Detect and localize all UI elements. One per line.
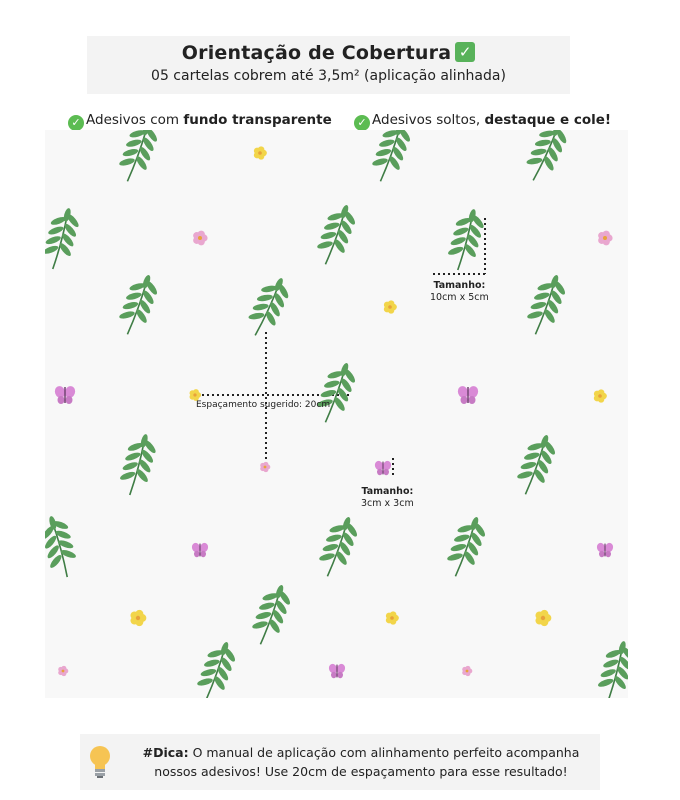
flower-sticker-icon bbox=[462, 666, 472, 676]
butterfly-sticker-icon bbox=[191, 542, 210, 557]
flower-sticker-icon bbox=[130, 610, 146, 626]
pattern-svg bbox=[45, 130, 628, 698]
check-circle-icon: ✓ bbox=[68, 115, 84, 131]
leaf-sticker-icon bbox=[511, 430, 561, 500]
leaf-sticker-icon bbox=[441, 512, 491, 582]
leaf-sticker-icon bbox=[521, 270, 571, 340]
page-title bbox=[87, 42, 570, 64]
butterfly-sticker-icon bbox=[596, 542, 615, 557]
leaf-sticker-icon bbox=[593, 637, 628, 698]
flower-sticker-icon bbox=[384, 300, 397, 313]
leaf-sticker-icon bbox=[443, 205, 489, 274]
leaf-sticker-icon bbox=[519, 130, 573, 187]
feature-loose: ✓ Adesivos soltos, destaque e cole! bbox=[354, 112, 611, 131]
leaf-sticker-icon bbox=[246, 580, 296, 650]
flower-sticker-icon bbox=[535, 610, 551, 626]
leaf-sticker-icon bbox=[241, 272, 295, 342]
leaf-sticker-icon bbox=[113, 130, 163, 187]
size-label-small: Tamanho: 3cm x 3cm bbox=[361, 486, 414, 509]
check-circle-icon: ✓ bbox=[354, 115, 370, 131]
feature-transparent: ✓ Adesivos com fundo transparente bbox=[68, 112, 332, 131]
leaf-sticker-icon bbox=[115, 430, 161, 499]
flower-sticker-icon bbox=[386, 611, 399, 624]
flower-sticker-icon bbox=[254, 146, 267, 159]
check-icon: ✓ bbox=[455, 42, 475, 62]
leaf-sticker-icon bbox=[313, 512, 363, 582]
leaf-sticker-icon bbox=[366, 130, 416, 187]
leaf-sticker-icon bbox=[311, 200, 361, 270]
butterfly-sticker-icon bbox=[456, 385, 480, 404]
leaf-sticker-icon bbox=[191, 637, 241, 698]
flower-sticker-icon bbox=[594, 389, 607, 402]
butterfly-sticker-icon bbox=[53, 385, 77, 404]
flower-sticker-icon bbox=[193, 231, 207, 246]
leaf-sticker-icon bbox=[113, 270, 163, 340]
title-text: Orientação de Cobertura bbox=[181, 42, 452, 64]
flower-sticker-icon bbox=[260, 462, 270, 472]
tip-box bbox=[80, 734, 600, 790]
butterfly-sticker-icon bbox=[328, 663, 347, 678]
size-label-large: Tamanho: 10cm x 5cm bbox=[430, 280, 489, 303]
leaf-sticker-icon bbox=[45, 204, 84, 273]
flower-sticker-icon bbox=[598, 231, 612, 246]
leaf-sticker-icon bbox=[311, 358, 361, 428]
tip-text: #Dica: O manual de aplicação com alinhamento perfeito acompanha nossos adesivos! Use 20cm de espaçamento para esse resultado! bbox=[142, 745, 580, 779]
guide-lines bbox=[197, 218, 485, 478]
header-banner bbox=[87, 36, 570, 94]
page-subtitle: 05 cartelas cobrem até 3,5m² (aplicação alinhada) bbox=[151, 68, 506, 84]
butterfly-sticker-icon bbox=[374, 460, 393, 475]
sticker-pattern-canvas bbox=[45, 130, 628, 698]
spacing-label: Espaçamento sugerido: 20cm bbox=[196, 400, 331, 410]
leaf-sticker-icon bbox=[45, 512, 82, 581]
lightbulb-icon bbox=[88, 744, 112, 780]
flower-sticker-icon bbox=[58, 666, 68, 676]
